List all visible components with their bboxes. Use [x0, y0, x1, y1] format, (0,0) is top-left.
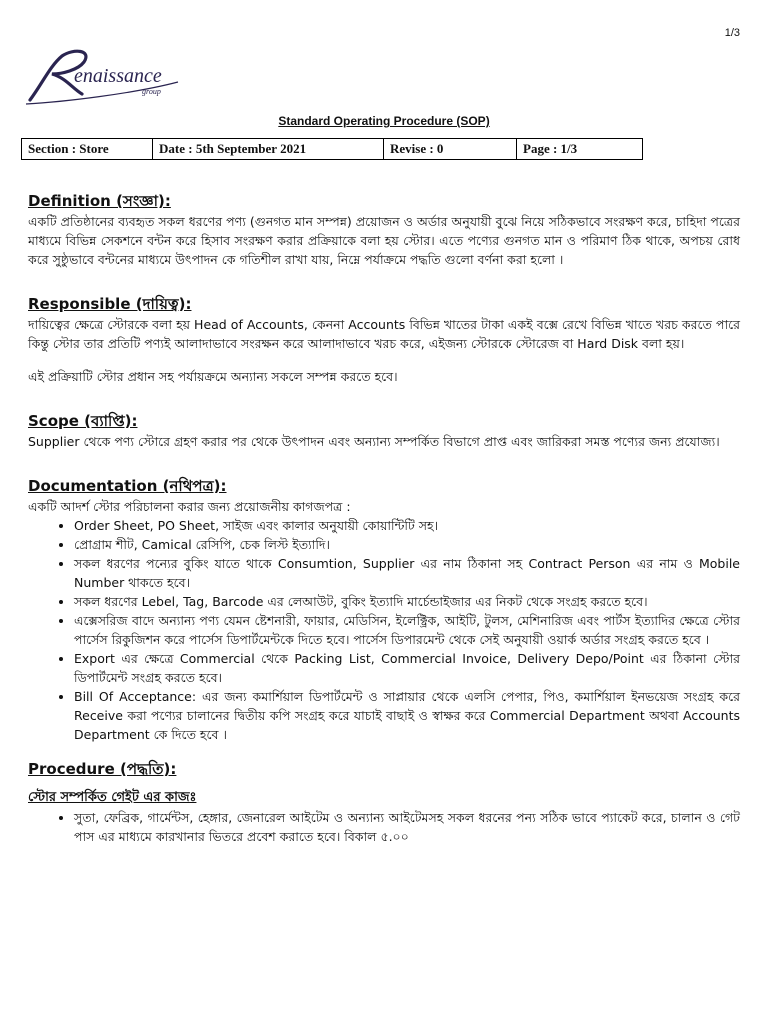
procedure-heading: Procedure (পদ্ধতি): [28, 760, 177, 778]
documentation-intro: একটি আদর্শ স্টোর পরিচালনা করার জন্য প্রয়োজনীয় কাগজপত্র : [28, 499, 351, 514]
procedure-subheading: স্টোর সম্পর্কিত গেইট এর কাজঃ [28, 790, 197, 805]
list-item: • Order Sheet, PO Sheet, সাইজ এবং কালার অনুযায়ী কোয়ান্টিটি সহ। [74, 516, 740, 535]
document-info-table [21, 138, 643, 160]
page-cell: Page : 1/3 [517, 139, 643, 160]
scope-heading: Scope (ব্যাপ্তি): [28, 412, 138, 430]
list-item: • প্রোগ্রাম শীট, Camical রেসিপি, চেক লিস্ট ইত্যাদি। [74, 535, 740, 554]
list-item: • Bill Of Acceptance: এর জন্য কমার্শিয়াল ডিপার্টমেন্ট ও সাপ্লায়ার থেকে এলসি পেপার, পিও, কমার্শিয়াল ইনভয়েজ সংগ্রহ করে Receive করা পণ্যের চালানের দ্বিতীয় কপি সংগ্রহ করে যাচাই বাছাই ও স্বাক্ষর করে Commercial Department অথবা Accounts Department কে দিতে হবে । [74, 687, 740, 744]
definition-heading: Definition (সংজ্ঞা): [28, 192, 171, 210]
logo-wordmark: enaissance [74, 65, 162, 87]
responsible-text: দায়িত্বের ক্ষেত্রে স্টোরকে বলা হয় Head of Accounts, কেননা Accounts বিভিন্ন খাতের টাকা একই বক্সে রেখে বিভিন্ন খাতে খরচ করতে পারে কিন্তু স্টোর তার প্রতিটি পণ্যই আলাদাভাবে সংরক্ষন করে আলাদাভাবে খরচ করে, এইজন্য স্টোরকে স্টোরেজ বা Hard Disk বলা হয়। [28, 317, 740, 351]
scope-text: Supplier থেকে পণ্য স্টোরে গ্রহণ করার পর থেকে উৎপাদন এবং অন্যান্য সম্পর্কিত বিভাগে প্রাপ্ত এবং জারিকরা সমস্ত পণ্যের জন্য প্রযোজ্য। [28, 434, 720, 449]
date-cell: Date : 5th September 2021 [153, 139, 384, 160]
list-item: • সুতা, ফেব্রিক, গার্মেন্টস, হেঙ্গার, জেনারেল আইটেম ও অন্যান্য আইটেমসহ সকল ধরনের পন্য সঠিক ভাবে প্যাকেট করে, চালান ও গেট পাস এর মাধ্যমে কারখানার ভিতরে প্রবেশ করাতে হবে। বিকাল ৫.০০ [74, 808, 740, 846]
responsible-heading: Responsible (দায়িত্ব): [28, 295, 192, 313]
page-indicator: 1/3 [724, 27, 740, 39]
list-item: • Export এর ক্ষেত্রে Commercial থেকে Packing List, Commercial Invoice, Delivery Depo/Point এর ঠিকানা স্টোর ডিপার্টমেন্ট সংগ্রহ করতে হবে। [74, 649, 740, 687]
documentation-heading: Documentation (নথিপত্র): [28, 477, 227, 495]
list-item: • এক্সেসরিজ বাদে অন্যান্য পণ্য যেমন ষ্টেশনারী, ফায়ার, মেডিসিন, ইলেক্ট্রিক, আইটি, টুলস, মেশিনারিজ এবং পার্টস ইত্যাদির ক্ষেত্রে স্টোর পার্সেস রিকুজিশন করে পার্সেস ডিপার্টমেন্টকে দিতে হবে। পার্সেস ডিপারমেন্ট থেকে সেই অনুযায়ী ওয়ার্ক অর্ডার সংগ্রহ করতে হবে । [74, 611, 740, 649]
renaissance-logo [22, 44, 182, 110]
section-cell: Section : Store [22, 139, 153, 160]
procedure-list [28, 808, 740, 846]
list-item: • সকল ধরণের Lebel, Tag, Barcode এর লেআউট, বুকিং ইত্যাদি মার্চেন্ডাইজার এর নিকট থেকে সংগ্রহ করতে হবে। [74, 592, 740, 611]
documentation-list [28, 516, 740, 744]
logo-subtext: group [142, 87, 161, 96]
document-body [28, 190, 740, 846]
list-item: • সকল ধরণের পন্যের বুকিং যাতে থাকে Consumtion, Supplier এর নাম ঠিকানা সহ Contract Person এর নাম ও Mobile Number থাকতে হবে। [74, 554, 740, 592]
definition-text: একটি প্রতিষ্ঠানের ব্যবহৃত সকল ধরণের পণ্য (গুনগত মান সম্পন্ন) প্রয়োজন ও অর্ডার অনুযায়ী বুঝে নিয়ে সঠিকভাবে সংরক্ষণ করে, চাহিদা পত্রের মাধ্যমে বিভিন্ন সেকশনে বন্টন করে হিসাব সংরক্ষণ করার প্রক্রিয়াকে বলা হয় স্টোর। এতে পণ্যের গুনগত মান ও পরিমাণ ঠিক থাকে, অপচয় রোধ করে সুষ্ঠুভাবে বন্টনের মাধ্যমে উৎপাদন কে গতিশীল রাখা যায়, নিম্নে পর্যাক্রমে পদ্ধতি গুলো বর্ণনা করা হলো । [28, 214, 740, 267]
logo-graphic [22, 44, 182, 110]
document-title: Standard Operating Procedure (SOP) [278, 114, 490, 128]
responsible-note: এই প্রক্রিয়াটি স্টোর প্রধান সহ পর্যায়ক্রমে অন্যান্য সকলে সম্পন্ন করতে হবে। [28, 369, 398, 384]
revise-cell: Revise : 0 [384, 139, 517, 160]
